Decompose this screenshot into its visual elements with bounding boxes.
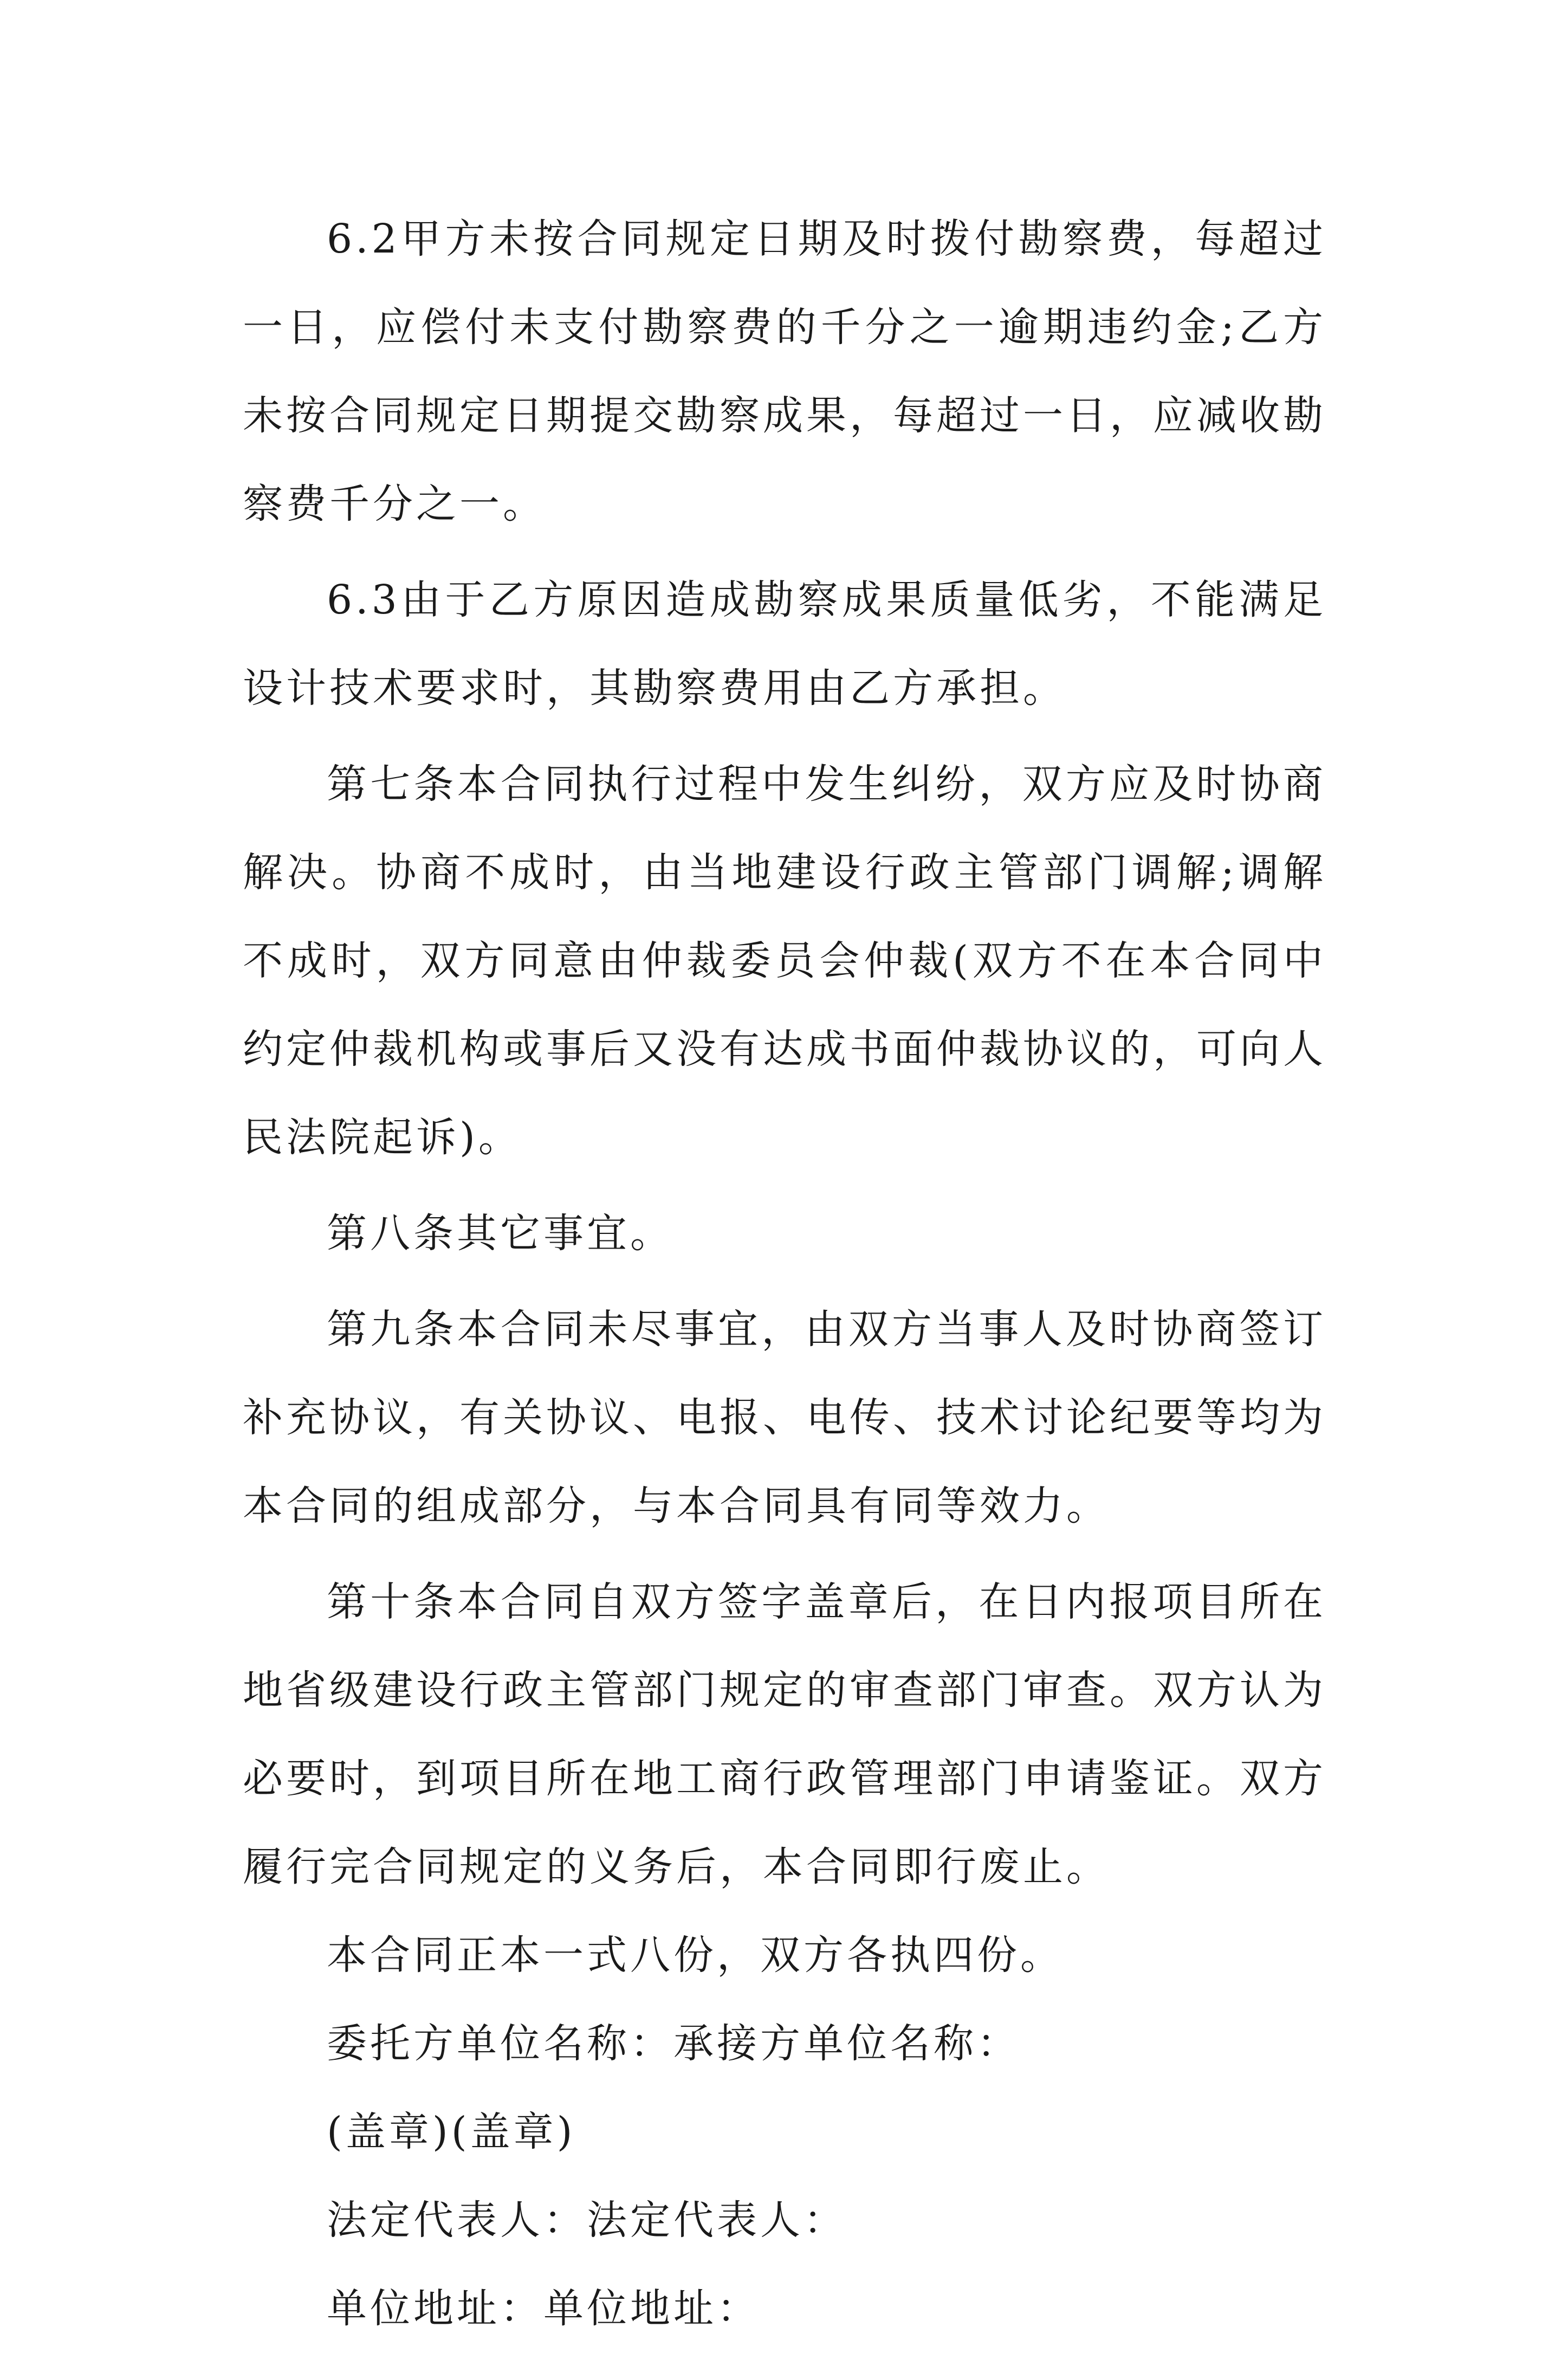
- paragraph-copies: 本合同正本一式八份，双方各执四份。: [327, 1932, 1064, 1979]
- document-body: [243, 195, 1326, 2353]
- paragraph-legal-representatives: 法定代表人：法定代表人：: [327, 2197, 847, 2244]
- paragraph-addresses: 单位地址：单位地址：: [327, 2285, 760, 2332]
- paragraph-article-8: 第八条其它事宜。: [327, 1210, 673, 1257]
- paragraph-article-10: 第十条本合同自双方签字盖章后，在日内报项目所在地省级建设行政主管部门规定的审查部门审查。双方认为必要时，到项目所在地工商行政管理部门申请鉴证。双方履行完合同规定的义务后，本合同即行废止。: [243, 1579, 1326, 1890]
- paragraph-article-7: 第七条本合同执行过程中发生纠纷，双方应及时协商解决。协商不成时，由当地建设行政主管部门调解;调解不成时，双方同意由仲裁委员会仲裁(双方不在本合同中约定仲裁机构或事后又没有达成书面仲裁协议的，可向人民法院起诉)。: [243, 761, 1326, 1161]
- paragraph-6-3: 6.3由于乙方原因造成勘察成果质量低劣，不能满足设计技术要求时，其勘察费用由乙方承担。: [243, 577, 1326, 712]
- paragraph-article-9: 第九条本合同未尽事宜，由双方当事人及时协商签订补充协议，有关协议、电报、电传、技术讨论纪要等均为本合同的组成部分，与本合同具有同等效力。: [243, 1306, 1326, 1529]
- paragraph-party-names: 委托方单位名称：承接方单位名称：: [327, 2020, 1020, 2067]
- paragraph-seals: (盖章)(盖章): [327, 2109, 576, 2155]
- paragraph-6-2: 6.2甲方未按合同规定日期及时拨付勘察费，每超过一日，应偿付未支付勘察费的千分之一逾期违约金;乙方未按合同规定日期提交勘察成果，每超过一日，应减收勘察费千分之一。: [243, 216, 1326, 527]
